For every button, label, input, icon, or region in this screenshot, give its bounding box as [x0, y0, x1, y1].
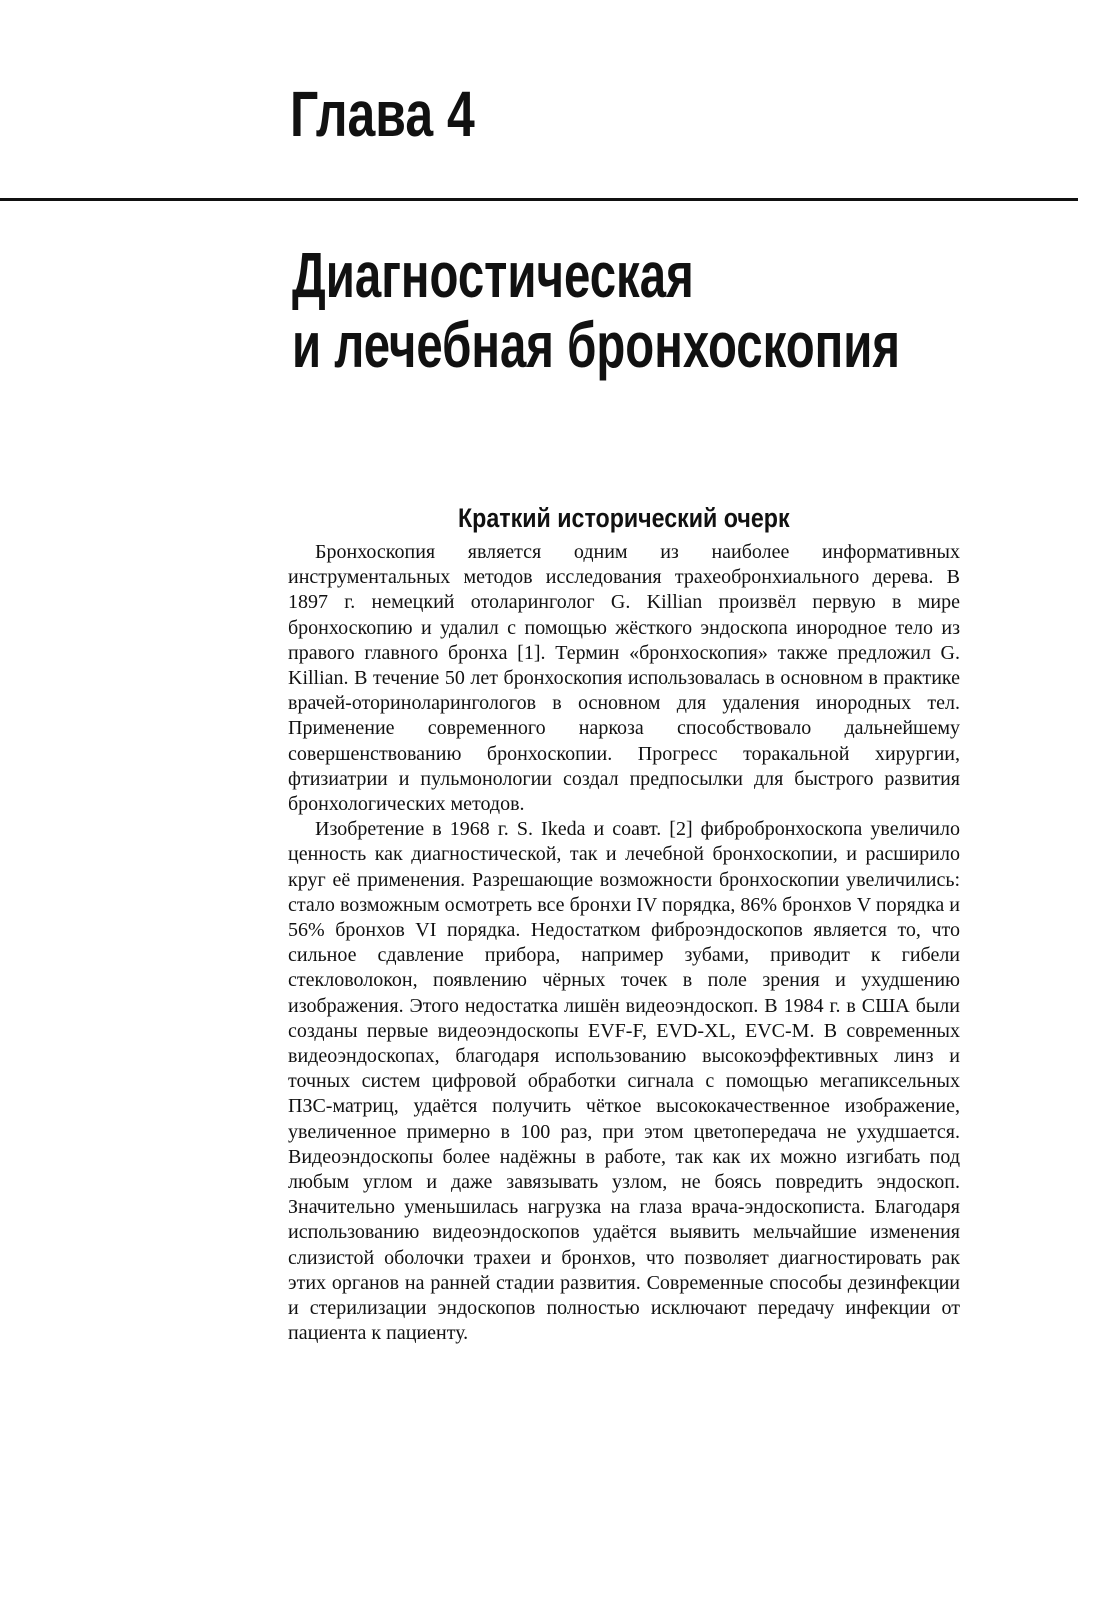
paragraph-1: Бронхоскопия является одним из наиболее информативных инструментальных методов исследования трахеобронхиального дерева. В 1897 г. немецкий отоларинголог G. Killian произвёл первую в мире бронхоскопию и удалил с помощью жёсткого эндоскопа инородное тело из правого главного бронха [1]. Термин «бронхоскопия» также предложил G. Killian. В течение 50 лет бронхоскопия использовалась в основном в практике врачей-оториноларингологов в основном для удаления инородных тел. Применение современного наркоза способствовало дальнейшему совершенствованию бронхоскопии. Прогресс торакальной хирургии, фтизиатрии и пульмонологии создал предпосылки для быстрого развития бронхологических методов.: [288, 541, 960, 816]
chapter-label: Глава 4: [290, 78, 475, 150]
section-heading-text: Краткий исторический очерк: [458, 503, 790, 533]
paragraph-2: Изобретение в 1968 г. S. Ikeda и соавт. [2] фибробронхоскопа увеличило ценность как диагностической, так и лечебной бронхоскопии, и расширило круг её применения. Разрешающие возможности бронхоскопии увеличились: стало возможным осмотреть все бронхи IV порядка, 86% бронхов V порядка и 56% бронхов VI порядка. Недостатком фиброэндоскопов является то, что сильное сдавление прибора, например зубами, приводит к гибели стекловолокон, появлению чёрных точек в поле зрения и ухудшению изображения. Этого недостатка лишён видеоэндоскоп. В 1984 г. в США были созданы первые видеоэндоскопы EVF-F, EVD-XL, EVC-M. В современных видеоэндоскопах, благодаря использованию высокоэффективных линз и точных систем цифровой обработки сигнала с помощью мегапиксельных ПЗС-матриц, удаётся получить чёткое высококачественное изображение, увеличенное примерно в 100 раз, при этом цветопередача не ухудшается. Видеоэндоскопы более надёжны в работе, так как их можно изгибать под любым углом и даже завязывать узлом, не боясь повредить эндоскоп. Значительно уменьшилась нагрузка на глаза врача-эндоскописта. Благодаря использованию видеоэндоскопов удаётся выявить мельчайшие изменения слизистой оболочки трахеи и бронхов, что позволяет диагностировать рак этих органов на ранней стадии развития. Современные способы дезинфекции и стерилизации эндоскопов полностью исключают передачу инфекции от пациента к пациенту.: [288, 818, 960, 1345]
section-heading: [288, 500, 960, 536]
body-text: [288, 540, 960, 1347]
chapter-title-line-1: Диагностическая: [292, 239, 694, 311]
chapter-divider: [0, 198, 1078, 201]
chapter-title-line-2: и лечебная бронхоскопия: [292, 309, 900, 381]
chapter-title: [292, 240, 900, 380]
